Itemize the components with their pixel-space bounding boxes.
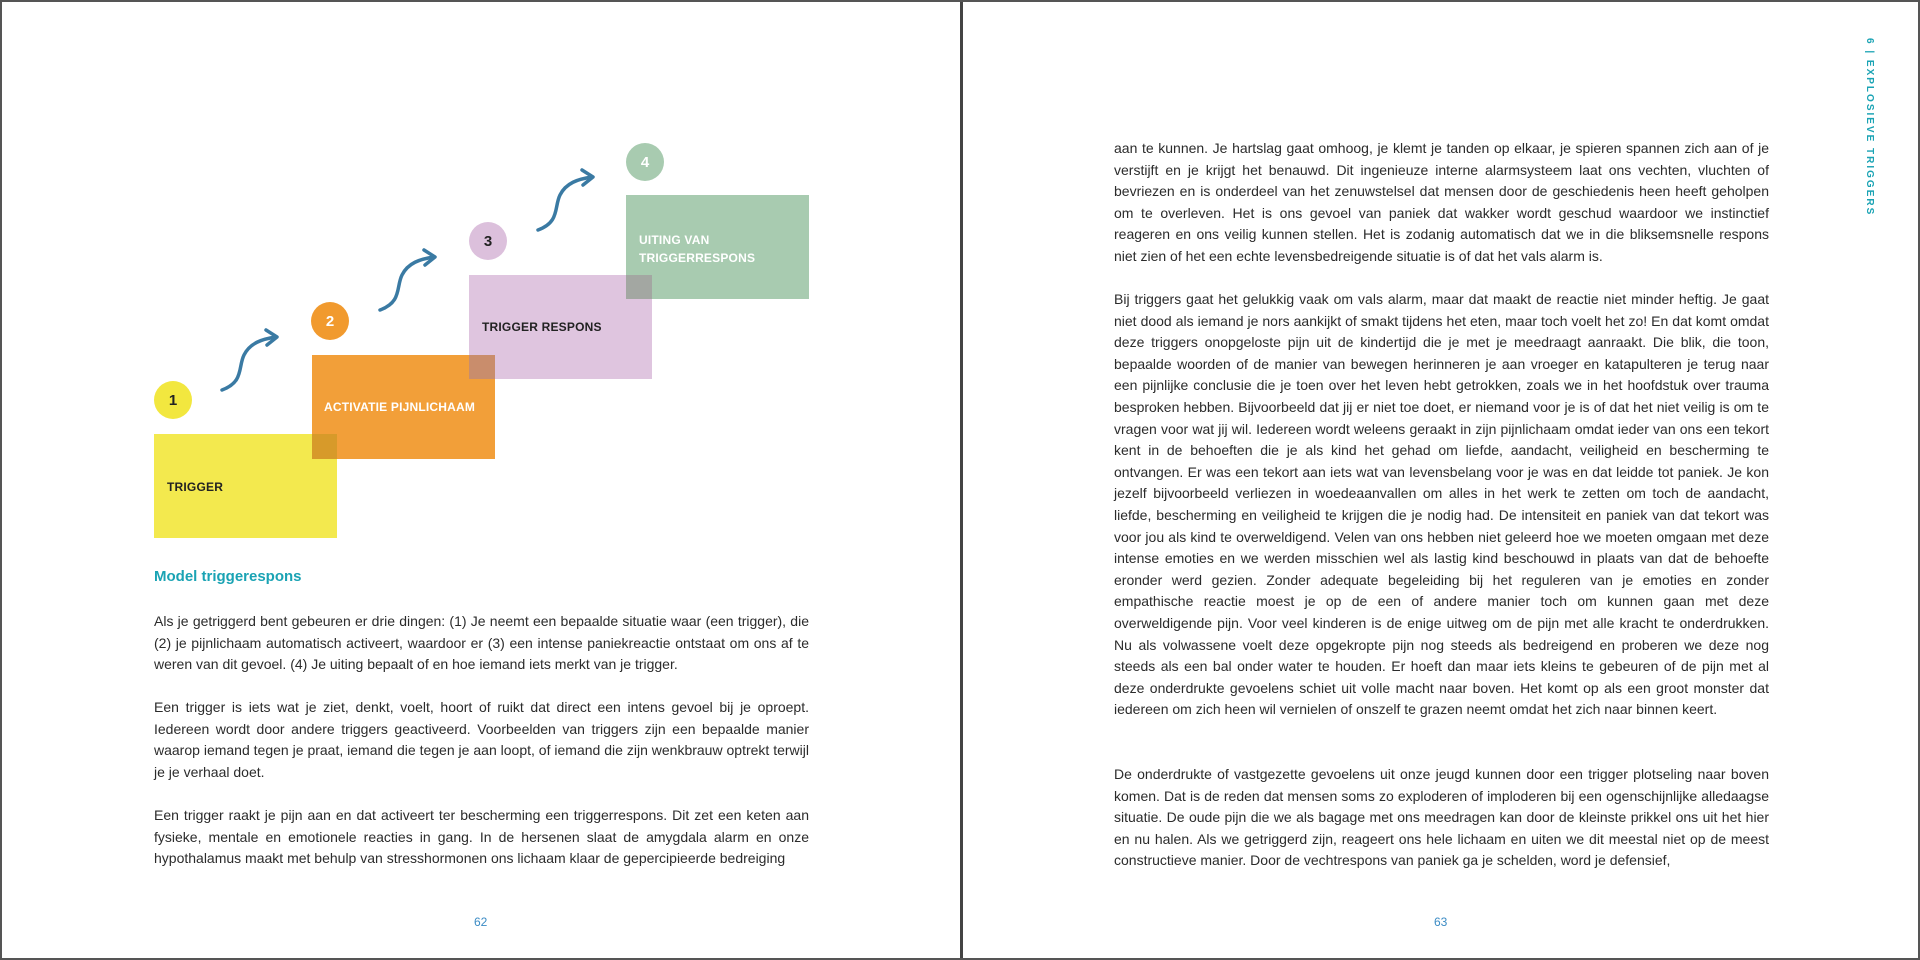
right-paragraph-1: aan te kunnen. Je hartslag gaat omhoog, je klemt je tanden op elkaar, je spieren spannen zich aan of je verstijft en je krijgt het benauwd. Dit ingenieuze interne alarmsysteem laat ons vechten, vluchten of bevriezen en is onderdeel van het zenuwstelsel dat mensen door de geschiedenis heen heeft geholpen om te overleven. Het is ons gevoel van paniek dat wakker wordt geschud waardoor we instinctief reageren en ons veilig kunnen stellen. Het is zodanig automatisch dat we in die bliksemsnelle respons niet zien of het een echte levensbedreigende situatie is of dat het vals alarm is. <box>1114 140 1769 264</box>
arrow-3-to-4-icon <box>530 167 600 237</box>
label-uiting-line2: TRIGGERRESPONS <box>639 251 756 265</box>
label-trigger: TRIGGER <box>167 480 224 494</box>
section-heading: Model triggerespons <box>154 568 302 585</box>
overlap-3-4 <box>626 275 652 299</box>
right-page <box>964 2 1920 958</box>
step-2-circle: 2 <box>311 302 349 340</box>
running-head: 6 | EXPLOSIEVE TRIGGERS <box>1864 38 1875 217</box>
page-number-right: 63 <box>1434 915 1448 929</box>
arrow-1-to-2-icon <box>214 327 284 397</box>
right-paragraph-3: De onderdrukte of vastgezette gevoelens uit onze jeugd kunnen door een trigger plotseling naar boven komen. Dat is de reden dat mensen soms zo exploderen of imploderen bij een ogenschijnlijke alledaagse situatie. De oude pijn die we als bagage met ons meedragen kan door de kleinste prikkel ons uit het hier en nu halen. Als we getriggerd zijn, reageert ons hele lichaam en uiten we dit meestal niet op de meest constructieve manier. Door de vechtrespons van paniek ga je schelden, word je defensief, <box>1114 766 1769 869</box>
gutter-divider <box>960 2 963 958</box>
step-1-circle: 1 <box>154 381 192 419</box>
left-page <box>2 2 960 958</box>
step-4-circle: 4 <box>626 143 664 181</box>
left-paragraph-1: Als je getriggerd bent gebeuren er drie dingen: (1) Je neemt een bepaalde situatie waar (een trigger), die (2) je pijnlichaam automatisch activeert, waardoor er (3) een intense paniekreactie ontstaat om ons af te weren van dit gevoel. (4) Je uiting bepaalt of en hoe iemand iets merkt van je trigger. <box>154 613 809 673</box>
overlap-2-3 <box>469 355 495 379</box>
page-number-left: 62 <box>474 915 488 929</box>
arrow-2-to-3-icon <box>372 247 442 317</box>
step-3-circle: 3 <box>469 222 507 260</box>
label-trigger-respons: TRIGGER RESPONS <box>482 320 602 334</box>
left-paragraph-3: Een trigger raakt je pijn aan en dat activeert ter bescherming een triggerrespons. Dit zet een keten aan fysieke, mentale en emotionele reacties in gang. In de hersenen slaat de amygdala alarm en onze hypothalamus maakt met behulp van stresshormonen ons lichaam klaar de gepercipieerde bedreiging <box>154 807 809 867</box>
overlap-1-2 <box>312 434 337 459</box>
label-activatie: ACTIVATIE PIJNLICHAAM <box>324 400 476 414</box>
label-uiting-line1: UITING VAN <box>639 233 710 247</box>
right-paragraph-2: Bij triggers gaat het gelukkig vaak om vals alarm, maar dat maakt de reactie niet minder heftig. Je gaat niet dood als iemand je nors aankijkt of smakt tijdens het eten, maar toch voelt het zo! En dat komt omdat deze triggers onopgeloste pijn uit de kindertijd die je met je meedraagt aanraakt. Die blik, die toon, bepaalde woorden of de manier van bewegen herinneren je aan vroeger en katapulteren je terug naar een pijnlijke conclusie die je toen over het leven hebt getrokken, zoals we in het hoofdstuk over trauma besproken hebben. Bijvoorbeeld dat jij er niet toe doet, er niemand voor je is of dat het niet veilig is om te vragen voor wat jij wil. Iedereen wordt weleens geraakt in zijn pijnlichaam omdat ieder van ons een tekort kent in de behoeften die je als kind het gehad om liefde, aandacht, veiligheid en bescherming te ontvangen. Er was een tekort aan iets wat van levensbelang voor je was en dat leidde tot paniek. Je kon jezelf bijvoorbeeld verliezen in woedeaanvallen om alles in het werk te zetten om toch de aandacht, liefde, bescherming en veiligheid te krijgen die je nodig had. De intensiteit en paniek van dat tekort was voor jou als kind te overweldigend. Velen van ons hebben niet geleerd hoe we moeten omgaan met deze intense emoties en we werden misschien wel als lastig kind beschouwd in plaats van dat de behoefte eronder werd gezien. Zonder adequate begeleiding bij het reguleren van je emoties en zonder empathische reactie moest je op de een of andere manier toch om kunnen gaan met deze overweldigende pijn. Voor veel kinderen is de enige uitweg om de pijn met alle kracht te onderdrukken. Nu als volwassene voelt deze opgekropte pijn nog steeds als bedreigend en proberen we deze nog steeds als een bal onder water te houden. Er hoeft dan maar iets kleins te gebeuren of de pijn met al deze onderdrukte gevoelens schiet uit volle macht naar boven. Het komt op als een groot monster dat iedereen om zich heen wil vernielen of onszelf te grazen neemt omdat het zich naar binnen keert. <box>1114 291 1769 718</box>
left-paragraph-2: Een trigger is iets wat je ziet, denkt, voelt, hoort of ruikt dat direct een intens gevoel bij je oproept. Iedereen wordt door andere triggers geactiveerd. Voorbeelden van triggers zijn een bepaalde manier waarop iemand tegen je praat, iemand die tegen je aan loopt, of iemand die zijn wenkbrauw optrekt terwijl je je verhaal doet. <box>154 699 809 780</box>
